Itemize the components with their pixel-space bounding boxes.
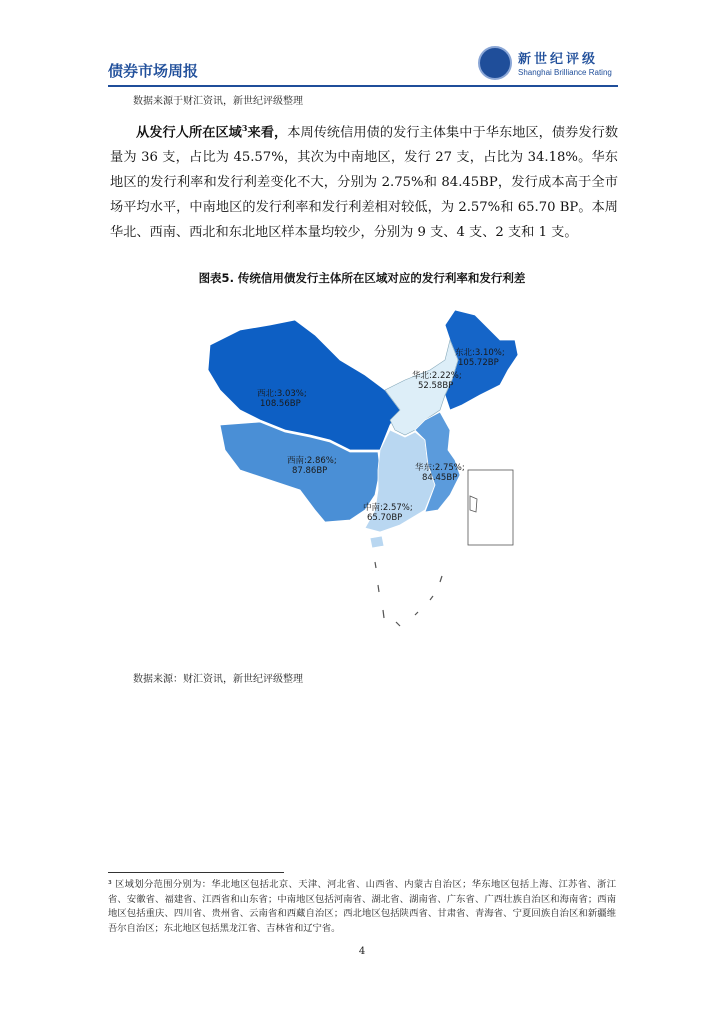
paragraph-lead-tail: 来看， bbox=[247, 125, 288, 141]
label-south-central-spread: 65.70BP bbox=[367, 513, 403, 523]
paragraph-lead: 从发行人所在区域 bbox=[136, 125, 242, 141]
figure-caption: 图表5. 传统信用债发行主体所在区域对应的发行利率和发行利差 bbox=[198, 271, 526, 285]
region-hainan bbox=[370, 536, 384, 548]
label-east-spread: 84.45BP bbox=[422, 473, 458, 483]
label-east-rate: 华东:2.75%; bbox=[415, 463, 465, 473]
footnote-divider bbox=[108, 872, 284, 873]
label-northeast-rate: 东北:3.10%; bbox=[455, 348, 505, 358]
region-taiwan bbox=[470, 496, 477, 512]
body-paragraph bbox=[110, 116, 618, 245]
company-logo bbox=[478, 46, 618, 82]
china-region-map bbox=[200, 300, 530, 630]
data-source-bottom: 数据来源：财汇资讯，新世纪评级整理 bbox=[133, 674, 303, 685]
data-source-top: 数据来源于财汇资讯，新世纪评级整理 bbox=[133, 96, 303, 107]
label-northwest-rate: 西北:3.03%; bbox=[257, 389, 307, 399]
page-header bbox=[108, 44, 618, 84]
paragraph-body: 本周传统信用债的发行主体集中于华东地区，债券发行数量为 36 支，占比为 45.57%，其次为中南地区，发行 27 支，占比为 34.18%。华东地区的发行利率和发行利差变化不大，分别为 2.75%和 84.45BP，发行成本高于全市场平均水平，中南地区的发行利率和发行利差相对较低，为 2.57%和 65.70 BP。本周华北、西南、西北和东北地区样本量均较少，分别为 9 支、4 支、2 支和 1 支。 bbox=[110, 125, 619, 241]
footnote-ref[interactable]: 3 bbox=[241, 123, 248, 133]
label-southwest-rate: 西南:2.86%; bbox=[287, 456, 337, 466]
logo-emblem-icon bbox=[478, 46, 512, 80]
label-northwest-spread: 108.56BP bbox=[260, 399, 301, 409]
label-north-spread: 52.58BP bbox=[418, 381, 454, 391]
footnote: ³ 区域划分范围分别为：华北地区包括北京、天津、河北省、山西省、内蒙古自治区；华东地区包括上海、江苏省、浙江省、安徽省、福建省、江西省和山东省；中南地区包括河南省、湖北省、湖南省、广东省、广西壮族自治区和海南省；西南地区包括重庆、四川省、贵州省、云南省和西藏自治区；西北地区包括陕西省、甘肃省、青海省、宁夏回族自治区和新疆维吾尔自治区；东北地区包括黑龙江省、吉林省和辽宁省。 bbox=[108, 879, 616, 934]
logo-chinese-name: 新世纪评级 bbox=[518, 52, 599, 67]
label-southwest-spread: 87.86BP bbox=[292, 466, 328, 476]
label-south-central-rate: 中南:2.57%; bbox=[363, 503, 413, 513]
report-title: 债券市场周报 bbox=[108, 62, 199, 80]
header-divider bbox=[108, 85, 618, 87]
label-northeast-spread: 105.72BP bbox=[458, 358, 499, 368]
logo-english-name: Shanghai Brilliance Rating bbox=[518, 68, 612, 77]
page-number: 4 bbox=[358, 946, 366, 957]
label-north-rate: 华北:2.22%; bbox=[412, 371, 462, 381]
south-sea-islands bbox=[375, 562, 442, 626]
